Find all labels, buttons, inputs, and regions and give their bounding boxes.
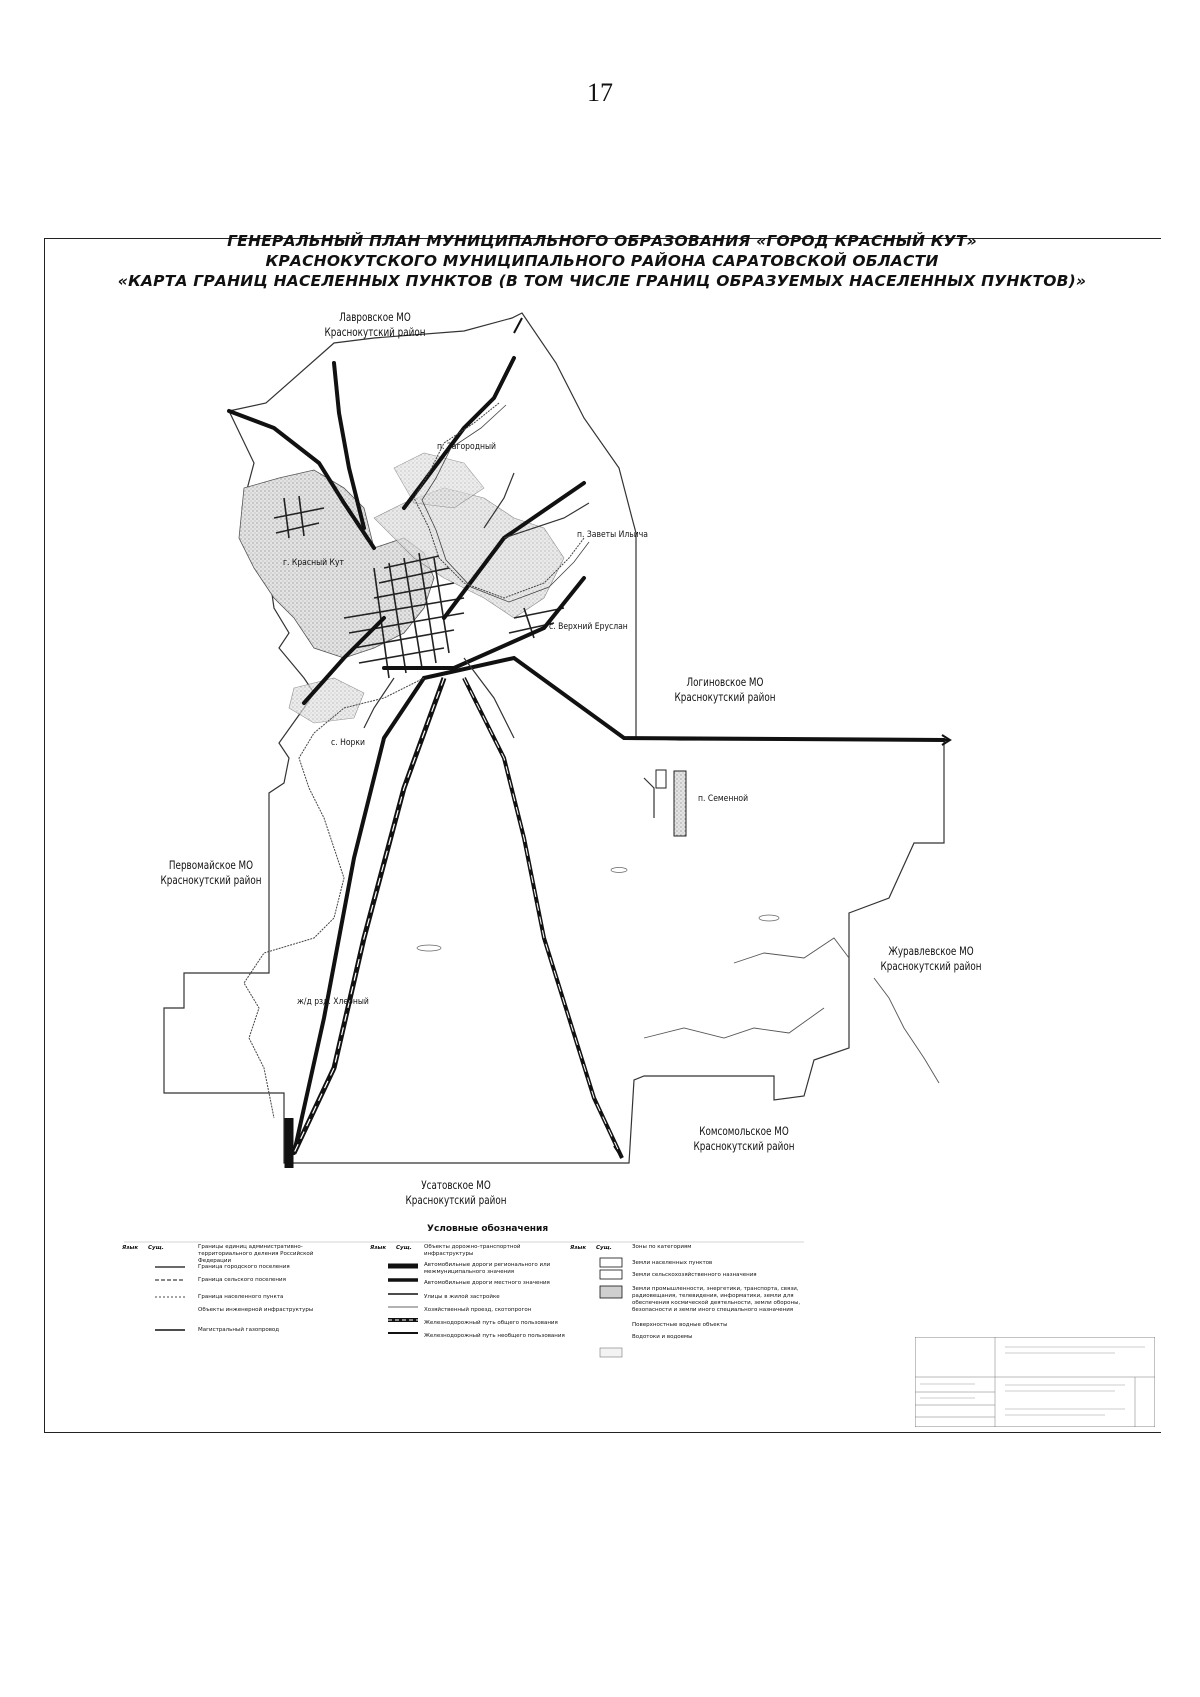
legend-col3-item-1: Зоны по категориям (632, 1244, 692, 1250)
legend-col2-head-right: Сущ. (396, 1245, 412, 1251)
legend-col1-item-6: Магистральный газопровод (198, 1327, 280, 1333)
neighbor-komsomolskoe-name: Комсомольское МО (699, 1124, 789, 1138)
neighbor-usatovskoe-district: Краснокутский район (405, 1193, 507, 1207)
neighbor-lavrovskoe (324, 310, 426, 340)
settlement-zavetny: п. Заветы Ильича (577, 530, 648, 540)
map-title-line-1: ГЕНЕРАЛЬНЫЙ ПЛАН МУНИЦИПАЛЬНОГО ОБРАЗОВАНИЯ «ГОРОД КРАСНЫЙ КУТ» (227, 232, 977, 250)
legend-col3-item-6: Водотоки и водоемы (632, 1334, 693, 1340)
legend-col1-symbols (150, 1262, 190, 1352)
settlement-verkhny-eruslan: с. Верхний Еруслан (549, 622, 628, 632)
neighbor-loginovskoe-district: Краснокутский район (674, 690, 776, 704)
legend-col3-head-left: Язык (570, 1245, 587, 1251)
settlement-semenoy: п. Семенной (698, 794, 749, 804)
settlement-khlebny: ж/д рзд. Хлебный (297, 997, 369, 1007)
legend-col2-item-2: Автомобильные дороги регионального или межмуниципального значения (424, 1262, 551, 1275)
neighbor-pervomayskoe-district: Краснокутский район (160, 873, 262, 887)
railway (289, 678, 622, 1168)
neighbor-zhuravlevskoe (880, 944, 982, 974)
legend-title: Условные обозначения (427, 1224, 549, 1234)
legend-col3-item-2: Земли населенных пунктов (632, 1260, 713, 1266)
legend-col3-symbols (598, 1256, 626, 1368)
map-title-line-3: «КАРТА ГРАНИЦ НАСЕЛЕННЫХ ПУНКТОВ (В ТОМ ЧИСЛЕ ГРАНИЦ ОБРАЗУЕМЫХ НАСЕЛЕННЫХ ПУНКТОВ)» (117, 272, 1087, 290)
neighbor-usatovskoe (405, 1178, 507, 1208)
norki-area (289, 678, 364, 723)
legend-col2-item-6: Железнодорожный путь общего пользования (424, 1320, 558, 1326)
neighbor-komsomolskoe-district: Краснокутский район (693, 1139, 795, 1153)
neighbor-zhuravlevskoe-name: Журавлевское МО (888, 944, 974, 958)
legend-col3-item-3: Земли сельскохозяйственного назначения (632, 1272, 757, 1278)
main-roads (229, 358, 944, 1153)
page-number: 17 (587, 78, 613, 107)
legend-col2-head-left: Язык (370, 1245, 387, 1251)
settlement-krasny-kut: г. Красный Кут (283, 558, 344, 568)
legend-col1-head-left: Язык (122, 1245, 139, 1251)
legend-col1-item-2: Граница городского поселения (198, 1264, 290, 1270)
legend-col3-item-5: Поверхностные водные объекты (632, 1322, 728, 1328)
ponds (417, 868, 779, 952)
title-block-stamp (915, 1337, 1155, 1427)
legend-col1-item-5: Объекты инженерной инфраструктуры (198, 1307, 314, 1313)
map-title-line-2: КРАСНОКУТСКОГО МУНИЦИПАЛЬНОГО РАЙОНА САРАТОВСКОЙ ОБЛАСТИ (265, 252, 939, 270)
legend-col1-item-3: Граница сельского поселения (198, 1277, 286, 1283)
settlement-norki: с. Норки (331, 738, 365, 748)
semenoy-settlement (656, 770, 686, 836)
legend-col1-item-1: Границы единиц административно-территориального деления Российской Федерации (198, 1244, 314, 1264)
neighbor-usatovskoe-name: Усатовское МО (421, 1178, 491, 1192)
legend-col2-item-5: Хозяйственный проезд, скотопрогон (424, 1307, 532, 1313)
legend-col2-item-1: Объекты дорожно-транспортной инфраструктуры (424, 1244, 521, 1257)
legend-col3-head-right: Сущ. (596, 1245, 612, 1251)
legend-col2-item-7: Железнодорожный путь необщего пользования (424, 1333, 565, 1339)
neighbor-lavrovskoe-district: Краснокутский район (324, 325, 426, 339)
neighbor-zhuravlevskoe-district: Краснокутский район (880, 959, 982, 973)
neighbor-loginovskoe (674, 675, 776, 705)
neighbor-pervomayskoe (160, 858, 262, 888)
neighbor-pervomayskoe-name: Первомайское МО (168, 858, 254, 872)
legend-col2-item-4: Улицы в жилой застройке (424, 1294, 500, 1300)
legend-col2-item-3: Автомобильные дороги местного значения (424, 1280, 550, 1286)
legend-col1-head-right: Сущ. (148, 1245, 164, 1251)
neighbor-komsomolskoe (693, 1124, 795, 1154)
legend-col2-symbols (384, 1262, 422, 1362)
settlement-zagorodny: п. Загородный (437, 442, 497, 452)
legend-col1-item-4: Граница населенного пункта (198, 1294, 284, 1300)
neighbor-loginovskoe-name: Логиновское МО (686, 675, 764, 689)
neighbor-lavrovskoe-name: Лавровское МО (339, 310, 411, 324)
legend-col3-item-4: Земли промышленности, энергетики, транспорта, связи, радиовещания, телевидения, информатики, земли для обеспечения космической деятельности, земли обороны, безопасности и земли иного специального назначения (632, 1286, 801, 1313)
